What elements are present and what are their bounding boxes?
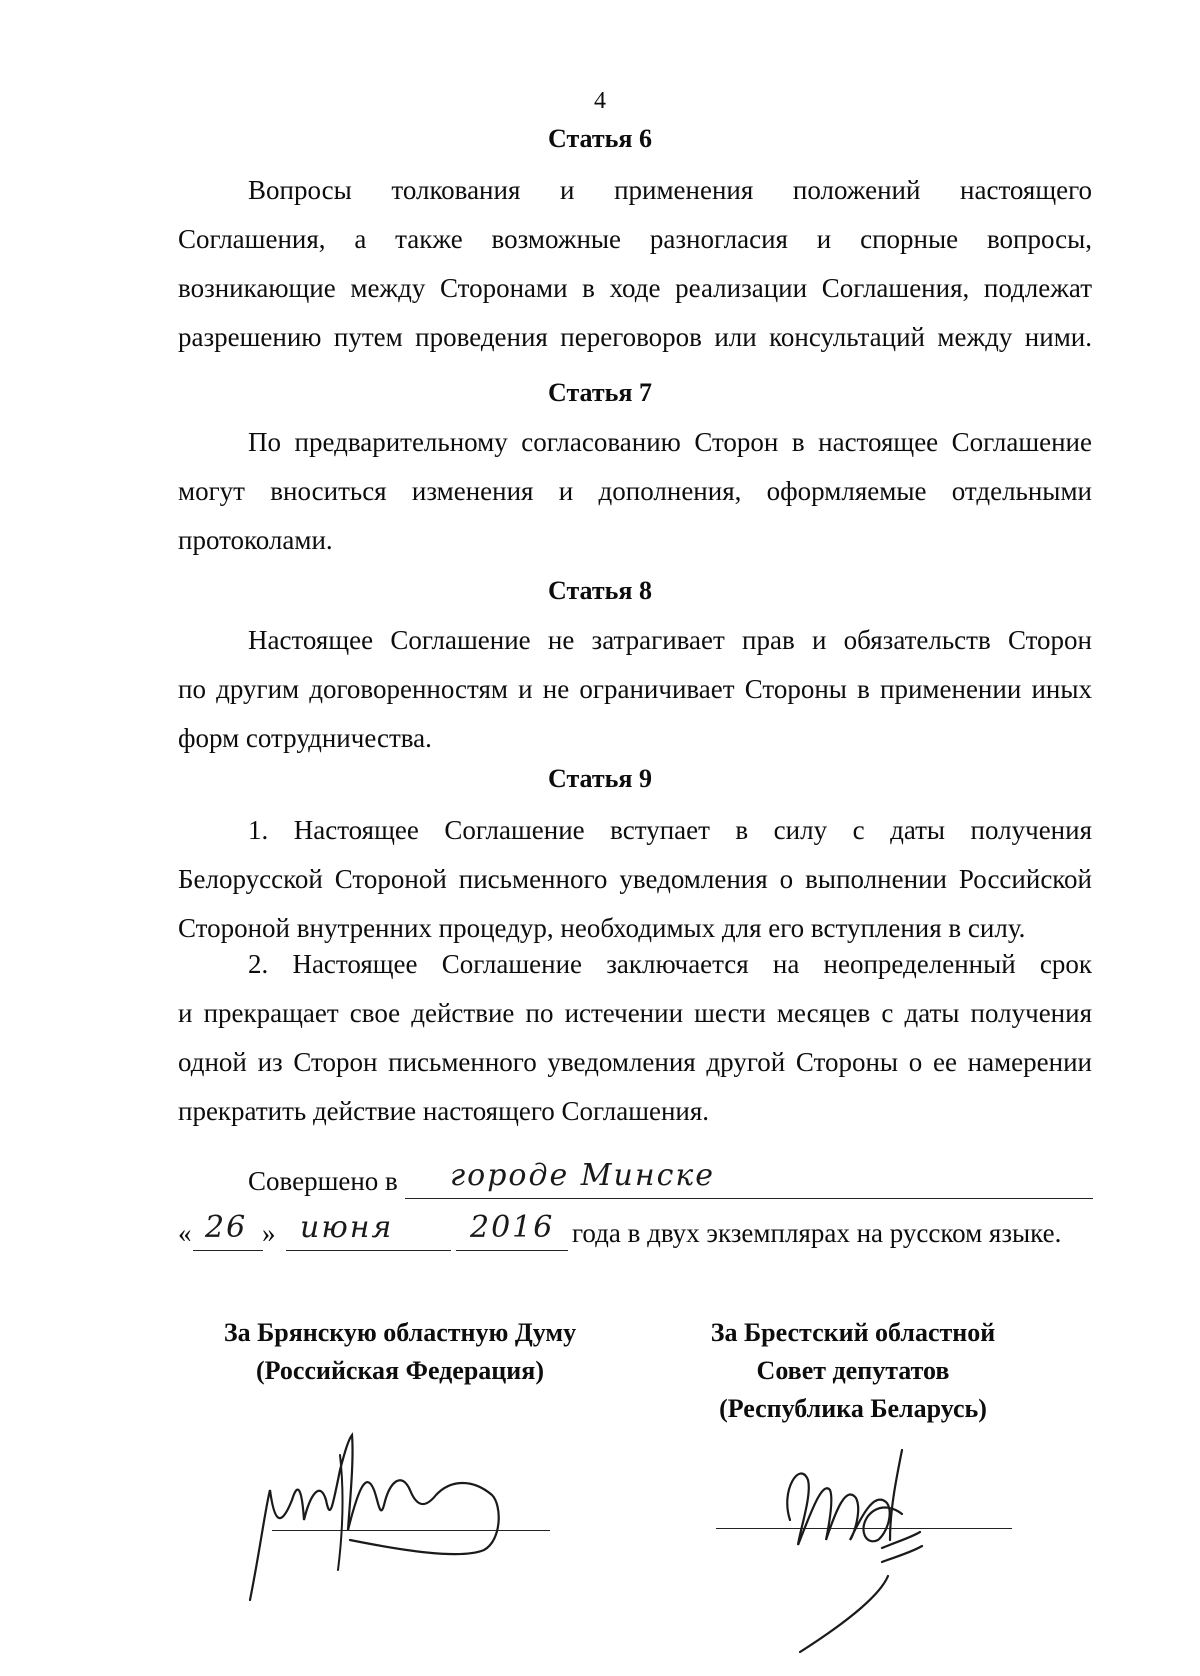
signatory-line: За Брестский областной	[710, 1318, 996, 1347]
text-line: Вопросы толкования и применения положений настоящего	[248, 175, 1092, 205]
right-handwritten-signature	[770, 1420, 940, 1660]
text-line: форм сотрудничества.	[178, 723, 432, 753]
article-6-text	[178, 166, 1092, 362]
left-signatory	[200, 1314, 600, 1390]
text-line: Настоящее Соглашение не затрагивает прав и обязательств Сторон	[248, 625, 1092, 655]
article-8-heading: Статья 8	[548, 576, 652, 605]
article-9-heading: Статья 9	[548, 764, 652, 793]
text-line: 2. Настоящее Соглашение заключается на неопределенный срок	[248, 949, 1092, 979]
article-6-heading: Статья 6	[548, 124, 652, 153]
article-7-heading: Статья 7	[548, 378, 652, 407]
month-underline	[286, 1250, 451, 1251]
signatory-line: Совет депутатов	[756, 1356, 950, 1385]
right-signatory	[688, 1314, 1018, 1428]
left-handwritten-signature	[240, 1400, 560, 1620]
open-quote: «	[178, 1218, 192, 1248]
article-7-text	[178, 418, 1092, 565]
text-line: Соглашения, а также возможные разногласия и спорные вопросы,	[178, 224, 1092, 254]
text-line: возникающие между Сторонами в ходе реализации Соглашения, подлежат	[178, 273, 1092, 303]
execution-suffix: года в двух экземплярах на русском языке.	[572, 1218, 1062, 1248]
article-9-clause-2	[178, 940, 1092, 1136]
text-line: могут вноситься изменения и дополнения, оформляемые отдельными	[178, 476, 1092, 506]
year-handwritten: 2016	[470, 1210, 555, 1245]
place-handwritten: городе Минске	[450, 1158, 716, 1193]
text-line: Белорусской Стороной письменного уведомления о выполнении Российской	[178, 864, 1092, 894]
text-line: одной из Сторон письменного уведомления другой Стороны о ее намерении	[178, 1047, 1092, 1077]
article-9-clause-1	[178, 806, 1092, 953]
day-handwritten: 26	[205, 1210, 248, 1245]
day-underline	[193, 1250, 263, 1251]
done-in-label: Совершено в	[248, 1166, 398, 1196]
page-number: 4	[594, 88, 606, 114]
year-underline	[456, 1250, 568, 1251]
text-line: 1. Настоящее Соглашение вступает в силу с даты получения	[248, 815, 1092, 845]
place-underline	[405, 1198, 1093, 1199]
text-line: разрешению путем проведения переговоров или консультаций между ними.	[178, 322, 1092, 352]
text-line: и прекращает свое действие по истечении шести месяцев с даты получения	[178, 998, 1092, 1028]
signatory-line: За Брянскую областную Думу	[223, 1318, 577, 1347]
close-quote: »	[262, 1218, 276, 1248]
month-handwritten: июня	[300, 1210, 394, 1245]
text-line: протоколами.	[178, 525, 333, 555]
signatory-line: (Республика Беларусь)	[719, 1394, 987, 1423]
text-line: Стороной внутренних процедур, необходимых для его вступления в силу.	[178, 913, 1026, 943]
text-line: По предварительному согласованию Сторон в настоящее Соглашение	[248, 427, 1092, 457]
text-line: по другим договоренностям и не ограничивает Стороны в применении иных	[178, 674, 1092, 704]
article-8-text	[178, 616, 1092, 763]
signatory-line: (Российская Федерация)	[256, 1356, 544, 1385]
text-line: прекратить действие настоящего Соглашения.	[178, 1096, 710, 1126]
